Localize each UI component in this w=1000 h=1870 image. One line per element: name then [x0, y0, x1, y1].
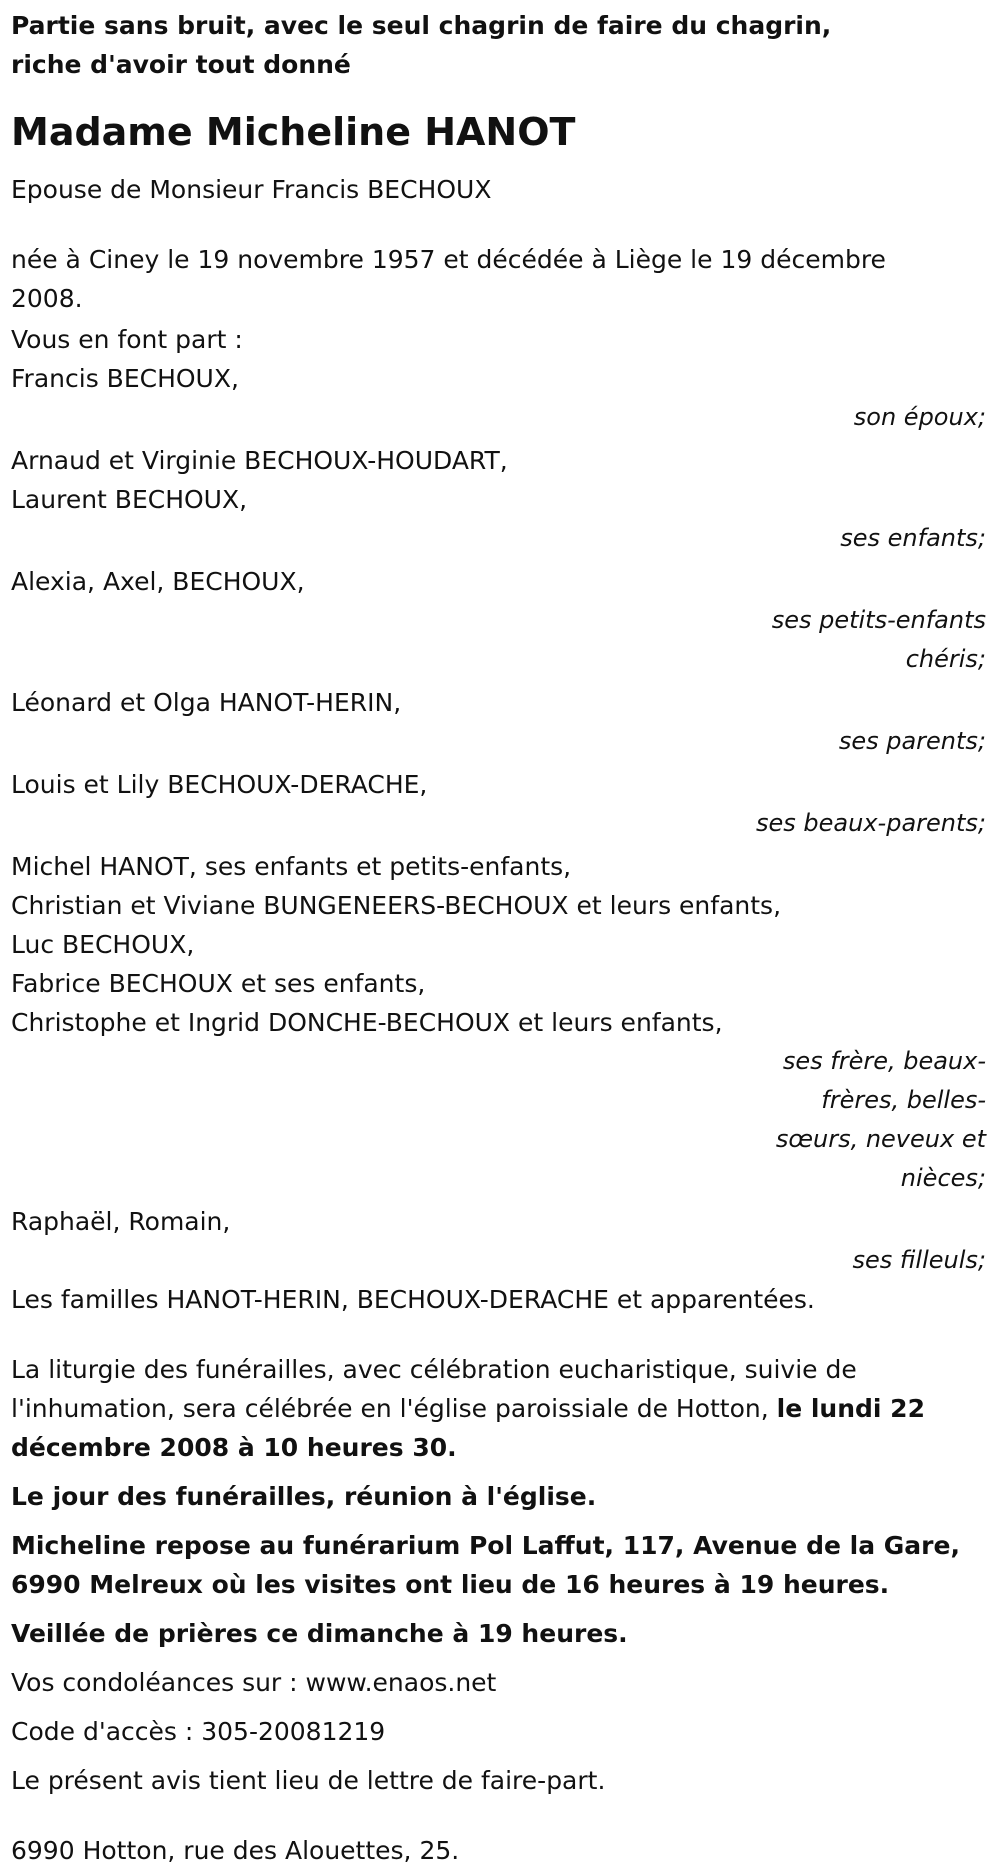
obituary-page — [0, 6, 986, 1870]
repose-line-1: Micheline repose au funérarium Pol Laffut, 117, Avenue de la Gare, — [11, 1531, 960, 1560]
family-name: Léonard et Olga HANOT-HERIN, — [11, 688, 402, 717]
notice-line: Le présent avis tient lieu de lettre de faire-part. — [11, 1766, 606, 1795]
family-name: Alexia, Axel, BECHOUX, — [11, 567, 305, 596]
family-inlaws — [11, 765, 986, 843]
family-grandchildren — [11, 562, 986, 679]
family-name: Louis et Lily BECHOUX-DERACHE, — [11, 770, 428, 799]
family-name: Arnaud et Virginie BECHOUX-HOUDART, — [11, 446, 508, 475]
liturgy-line-2 — [11, 1389, 986, 1428]
liturgy-paragraph — [11, 1350, 986, 1467]
repose-paragraph — [11, 1526, 986, 1604]
repose-line-2: 6990 Melreux où les visites ont lieu de 16 heures à 19 heures. — [11, 1570, 890, 1599]
relation-label: ses petits-enfants — [771, 606, 986, 634]
address-line: 6990 Hotton, rue des Alouettes, 25. — [11, 1836, 460, 1865]
relation-label: chéris; — [905, 645, 986, 673]
family-name: Luc BECHOUX, — [11, 930, 195, 959]
relation-label: ses frère, beaux- — [782, 1047, 986, 1075]
family-name: Raphaël, Romain, — [11, 1207, 231, 1236]
family-siblings — [11, 847, 986, 1198]
relation-label: ses beaux-parents; — [756, 809, 986, 837]
gathering-line: Le jour des funérailles, réunion à l'église. — [11, 1482, 597, 1511]
liturgy-line-3: décembre 2008 à 10 heures 30. — [11, 1433, 457, 1462]
relation-label: ses filleuls; — [852, 1246, 986, 1274]
relation-label: nièces; — [900, 1164, 986, 1192]
family-name: Christian et Viviane BUNGENEERS-BECHOUX et leurs enfants, — [11, 891, 782, 920]
family-children — [11, 441, 986, 558]
vigil-line: Veillée de prières ce dimanche à 19 heures. — [11, 1619, 628, 1648]
relation-label: ses parents; — [838, 727, 986, 755]
family-name: Michel HANOT, ses enfants et petits-enfants, — [11, 852, 572, 881]
relation-label: son époux; — [853, 403, 986, 431]
relation-label: ses enfants; — [840, 524, 986, 552]
family-name: Christophe et Ingrid DONCHE-BECHOUX et leurs enfants, — [11, 1008, 723, 1037]
family-name: Francis BECHOUX, — [11, 364, 239, 393]
opening-quote — [11, 6, 986, 84]
family-spouse — [11, 359, 986, 437]
liturgy-date: le lundi 22 — [776, 1394, 925, 1423]
deceased-name: Madame Micheline HANOT — [11, 110, 576, 154]
relation-label: sœurs, neveux et — [775, 1125, 986, 1153]
family-parents — [11, 683, 986, 761]
liturgy-line-1: La liturgie des funérailles, avec célébration eucharistique, suivie de — [11, 1355, 857, 1384]
liturgy-text: l'inhumation, sera célébrée en l'église paroissiale de Hotton, — [11, 1394, 777, 1423]
family-name: Laurent BECHOUX, — [11, 485, 248, 514]
family-godchildren — [11, 1202, 986, 1280]
relation-label: frères, belles- — [821, 1086, 986, 1114]
birth-death-line-2: 2008. — [11, 284, 83, 313]
condolences-line: Vos condoléances sur : www.enaos.net — [11, 1668, 497, 1697]
spouse-line: Epouse de Monsieur Francis BECHOUX — [11, 175, 492, 204]
quote-line-2: riche d'avoir tout donné — [11, 50, 351, 79]
families-line: Les familles HANOT-HERIN, BECHOUX-DERACHE et apparentées. — [11, 1285, 815, 1314]
access-code-line: Code d'accès : 305-20081219 — [11, 1717, 386, 1746]
birth-death-line-1: née à Ciney le 19 novembre 1957 et décédée à Liège le 19 décembre — [11, 245, 886, 274]
family-name: Fabrice BECHOUX et ses enfants, — [11, 969, 426, 998]
quote-line-1: Partie sans bruit, avec le seul chagrin de faire du chagrin, — [11, 11, 832, 40]
announce-intro: Vous en font part : — [11, 325, 243, 354]
